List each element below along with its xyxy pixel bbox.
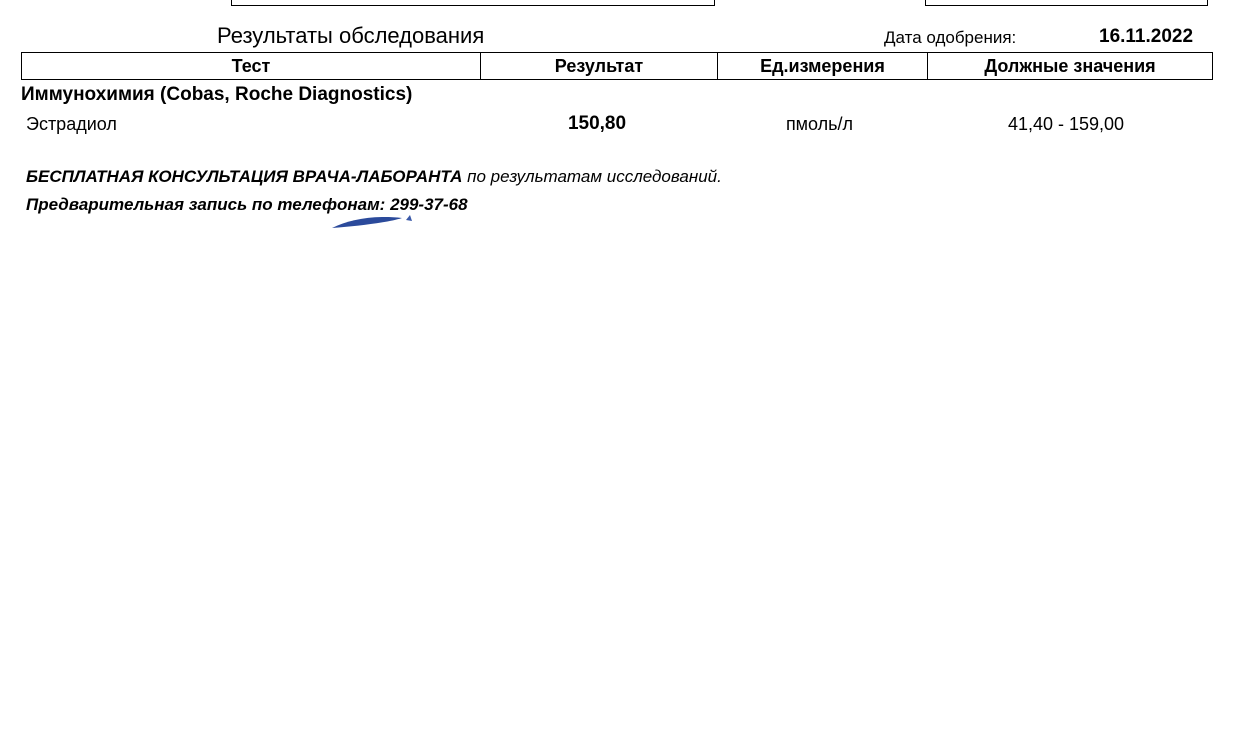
table-row bbox=[21, 110, 1208, 138]
note-consultation-rest: по результатам исследований. bbox=[462, 167, 722, 186]
approval-date-value: 16.11.2022 bbox=[1099, 26, 1194, 47]
column-header-reference: Должные значения bbox=[928, 53, 1213, 80]
document-header bbox=[0, 22, 1236, 54]
results-table-header bbox=[21, 52, 1213, 80]
note-consultation-strong: БЕСПЛАТНАЯ КОНСУЛЬТАЦИЯ ВРАЧА-ЛАБОРАНТА bbox=[26, 167, 463, 186]
column-header-unit: Ед.измерения bbox=[718, 53, 928, 80]
column-header-result: Результат bbox=[481, 53, 718, 80]
row-test-name: Эстрадиол bbox=[26, 114, 117, 134]
note-consultation bbox=[26, 163, 1126, 191]
page-title: Результаты обследования bbox=[217, 23, 485, 48]
table-header-row bbox=[22, 53, 1213, 80]
signature-icon bbox=[330, 210, 440, 234]
header-box-left bbox=[231, 0, 715, 6]
row-result-value: 150,80 bbox=[567, 113, 627, 134]
result-group-title: Иммунохимия (Cobas, Roche Diagnostics) bbox=[21, 84, 413, 105]
row-reference-range: 41,40 - 159,00 bbox=[1007, 114, 1125, 134]
results-body bbox=[21, 80, 1208, 138]
footer-notes bbox=[26, 163, 1126, 219]
column-header-test: Тест bbox=[22, 53, 481, 80]
row-unit: пмоль/л bbox=[785, 114, 854, 134]
note-appointment: Предварительная запись по телефонам: 299-37-68 bbox=[26, 195, 468, 214]
header-box-right bbox=[925, 0, 1208, 6]
approval-date-label: Дата одобрения: bbox=[884, 28, 1017, 47]
result-group bbox=[21, 80, 1208, 110]
